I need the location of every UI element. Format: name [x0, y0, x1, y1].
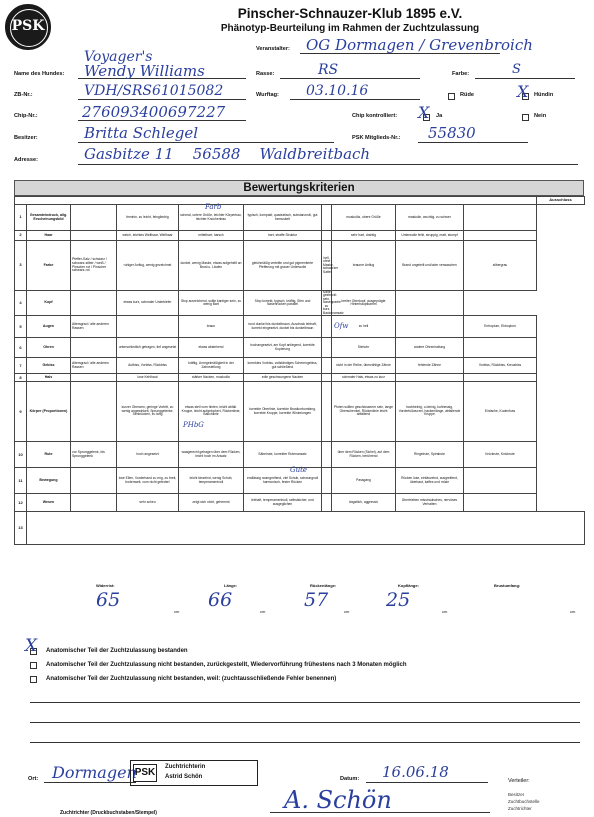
criteria-row	[15, 231, 585, 241]
veranstalter-field[interactable]: OG Dormagen / Grevenbroich	[306, 36, 533, 54]
row-number: 3	[15, 241, 27, 291]
criteria-row	[15, 338, 585, 358]
criterion-cell[interactable]	[396, 205, 464, 231]
criterion-cell[interactable]	[464, 468, 537, 494]
criterion-text: zu hell	[358, 323, 369, 328]
handwritten-note: PHbG	[183, 421, 204, 430]
criterion-cell[interactable]	[244, 494, 322, 512]
criterion-name: Bewegung	[27, 468, 71, 494]
criterion-cell[interactable]	[71, 316, 117, 338]
criterion-cell[interactable]	[396, 468, 464, 494]
criterion-cell[interactable]	[464, 382, 537, 442]
huendin-label: Hündin	[534, 92, 554, 98]
criterion-cell[interactable]	[179, 358, 244, 374]
criterion-text: kurzer Oberarm, geringe Vortritt, zu wenig angewinkelt, Sprunggelenke, Senkrücken, zu lang	[121, 405, 174, 417]
handwritten-note: Gute	[290, 466, 308, 475]
criterion-text: breiter Oberkopf, ausgeprägte Hinterhauptkamm	[341, 298, 386, 307]
criterion-cell[interactable]	[322, 374, 332, 382]
criterion-text: Altersgrad / alle anderen Rassen	[72, 322, 109, 330]
criteria-row	[15, 205, 585, 231]
adresse-field[interactable]: Gasbitze 11 56588 Waldbreitbach	[84, 145, 371, 163]
criteria-row	[15, 241, 585, 291]
criterion-cell[interactable]	[244, 468, 322, 494]
criterion-text: über dem Rücken (Sichel), auf dem Rücken, berührend	[337, 450, 390, 458]
chip-label: Chip-Nr.:	[14, 113, 38, 119]
adresse-label: Adresse:	[14, 157, 38, 163]
cm-unit-2: cm	[260, 609, 266, 614]
criterion-text: kräftig, Unregelmäßigkeit in der Zahnstellung	[188, 361, 234, 369]
ruede-label: Rüde	[460, 92, 474, 98]
besitzer-label: Besitzer:	[14, 135, 38, 141]
kopflaenge-label: Kopflänge:	[398, 583, 419, 588]
criterion-text: Stop ausreichend, sollte kantiger sein, zu wenig Bart	[180, 298, 242, 307]
reason-line-1[interactable]	[30, 702, 580, 703]
criterion-name: Haar	[27, 231, 71, 241]
criterion-text: weich, leichtes Welthaar, Wellhaar	[122, 232, 173, 237]
criterion-cell[interactable]	[396, 338, 464, 358]
criteria-row	[15, 316, 585, 338]
criterion-cell[interactable]	[396, 241, 464, 291]
criterion-cell[interactable]	[322, 241, 339, 291]
criterion-cell[interactable]	[332, 291, 396, 316]
chip-ja-check-mark: X	[418, 103, 430, 122]
criterion-cell[interactable]	[332, 316, 396, 338]
criterion-cell[interactable]	[71, 442, 117, 468]
criterion-cell[interactable]	[396, 358, 464, 374]
criterion-text: mittelhart, harsch	[198, 232, 224, 237]
criterion-text: stärker Nacken, muskulös	[192, 374, 230, 379]
criterion-cell[interactable]	[117, 468, 179, 494]
criterion-cell[interactable]	[464, 241, 537, 291]
criterion-text: Übertrieben misstrauisches, nervöses Verhalten	[401, 498, 458, 506]
criterion-cell[interactable]	[179, 205, 244, 231]
criterion-cell[interactable]	[179, 442, 244, 468]
ort-field[interactable]: Dormagen	[52, 763, 137, 782]
criterion-cell[interactable]	[396, 374, 464, 382]
criterion-cell[interactable]	[464, 374, 537, 382]
handwritten-note: Farb	[205, 203, 222, 211]
criterion-text: schmaler Hals, etwas zu kurz	[342, 374, 385, 379]
criterion-name: Hals	[27, 374, 71, 382]
criterion-text: hoch angesetzt	[136, 451, 159, 456]
laenge-label: Länge:	[224, 583, 238, 588]
criterion-cell[interactable]	[117, 316, 179, 338]
criteria-row	[15, 374, 585, 382]
chip-nein-checkbox[interactable]	[522, 114, 529, 121]
cm-unit-1: cm	[174, 609, 180, 614]
criterion-cell[interactable]	[117, 358, 179, 374]
criterion-cell[interactable]	[332, 358, 396, 374]
brustumfang-label: Brustumfang:	[494, 583, 521, 588]
hund-label: Name des Hundes:	[14, 71, 65, 77]
stamp-line1: Zuchtrichterin	[165, 764, 206, 770]
zb-field[interactable]: VDH/SRS61015082	[84, 83, 224, 99]
criterion-text: Stehohr	[357, 344, 370, 349]
criterion-name: Ohren	[27, 338, 71, 358]
criteria-row	[15, 442, 585, 468]
criterion-text: hart, straffe Struktur	[267, 232, 298, 237]
judge-signature: A. Schön	[284, 786, 392, 814]
criterion-cell[interactable]	[244, 442, 322, 468]
widerrist-label: Widerrist:	[96, 583, 115, 588]
zurueckgestellt-checkbox[interactable]	[30, 662, 37, 669]
criterion-cell[interactable]	[117, 382, 179, 442]
criterion-text: schmal, untere Größe, leichter Körperbau, leichter Knochenbau	[180, 213, 242, 221]
criterion-text: ängstlich, aggressiv	[349, 499, 378, 504]
ort-label: Ort:	[28, 776, 39, 782]
criterion-cell[interactable]	[396, 442, 464, 468]
criteria-table	[14, 196, 585, 545]
criterion-cell[interactable]	[322, 231, 332, 241]
criterion-cell[interactable]	[71, 338, 117, 358]
criterion-cell[interactable]	[322, 442, 332, 468]
criterion-text: gleichmäßig verteilte und gut pigmentierte Pfefferung mit grauer Unterwolle	[251, 261, 314, 269]
hund-field-line2[interactable]: Wendy Williams	[84, 62, 205, 80]
huendin-check-mark: X	[517, 82, 529, 101]
besitzer-field[interactable]: Britta Schlegel	[84, 124, 199, 142]
criterion-cell[interactable]	[244, 382, 322, 442]
criterion-cell[interactable]	[464, 442, 537, 468]
logo-text: PSK	[11, 18, 45, 34]
criterion-cell[interactable]	[332, 442, 396, 468]
criterion-text: sehr hart, drahtig	[351, 232, 376, 237]
stamp-line2: Astrid Schön	[165, 774, 203, 780]
criterion-text: andere Ohrenhaltung	[413, 344, 446, 349]
criterion-cell[interactable]	[179, 374, 244, 382]
criterion-cell[interactable]	[117, 494, 179, 512]
criterion-text: endlässig raumgreifend, viel Schub, schwungvoll harmonisch, fester Rücken	[246, 476, 319, 484]
criterion-text: Pfoten sollten geschlossener sein, lange Oberschenkel, Rückenlinie leicht abfallend	[333, 405, 393, 417]
criterion-text: fehlende Zähne	[418, 362, 441, 367]
criterion-cell[interactable]	[332, 382, 396, 442]
criterion-cell[interactable]	[244, 316, 322, 338]
section-title: Bewertungskriterien	[14, 180, 584, 196]
criterion-cell[interactable]	[179, 291, 244, 316]
criteria-row	[15, 468, 585, 494]
row-number: 4	[15, 291, 27, 316]
reason-line-3[interactable]	[30, 742, 580, 743]
criterion-name: Körper (Proportionen)	[27, 382, 71, 442]
page-subtitle: Phänotyp-Beurteilung im Rahmen der Zuchtzulassung	[220, 23, 480, 34]
criterion-cell[interactable]	[117, 205, 179, 231]
criterion-text: feminin, zu leicht, feingliedrig	[126, 214, 169, 219]
criterion-text: nicht in der Reihe, überzählige Zähne	[336, 362, 391, 367]
criterion-cell[interactable]	[332, 205, 396, 231]
measurement-row	[14, 582, 584, 615]
criterion-text: Vorbiss, Rückbiss, Kreuzbiss	[478, 362, 522, 367]
measurement-table-row	[15, 512, 585, 545]
criterion-cell[interactable]	[179, 231, 244, 241]
criterion-cell[interactable]	[322, 358, 332, 374]
criterion-text: Altersgrad / alle anderen Rassen	[72, 361, 109, 369]
criterion-cell[interactable]	[322, 316, 332, 338]
row-number: 7	[15, 358, 27, 374]
criterion-text: muskulös, obere Größe	[346, 214, 381, 219]
criterion-text: dunkel, wenig Maske, etwas aufgehellt an Brust u. Läufen	[180, 261, 242, 269]
zb-label: ZB-Nr.:	[14, 92, 33, 98]
cm-unit-5: cm	[570, 609, 576, 614]
criterion-cell[interactable]	[117, 374, 179, 382]
criterion-text: Brand ungeteilt und/oder verwaschen	[402, 262, 457, 267]
cm-unit-3: cm	[344, 609, 350, 614]
stamp-psk: PSK	[133, 764, 157, 782]
criterion-cell[interactable]	[244, 231, 322, 241]
criterion-cell[interactable]	[71, 382, 117, 442]
criterion-text: lose Kehlhaut	[137, 374, 158, 379]
criterion-text: Passgang	[356, 477, 371, 482]
criterion-text: brauner Anflug	[352, 262, 375, 267]
criterion-cell[interactable]	[179, 382, 244, 442]
criterion-text: sehr scheu	[139, 499, 156, 504]
criterion-cell[interactable]	[332, 231, 396, 241]
criterion-cell[interactable]	[179, 316, 244, 338]
row-number: 10	[15, 442, 27, 468]
criterion-text: zeigt sich nicht, gehemmt	[192, 499, 230, 504]
criterion-text: korrekte Oberlinie, korrekte Brustkorbumfang, korrekte Kruppe, korrekte Winkelungen	[249, 407, 316, 415]
veranstalter-label: Veranstalter:	[256, 46, 290, 52]
criterion-cell[interactable]	[71, 231, 117, 241]
criterion-text: maskulin, wuchtig, zu schwer	[408, 214, 451, 219]
judge-stamp	[130, 760, 258, 786]
row-number: 12	[15, 494, 27, 512]
criterion-cell[interactable]	[332, 241, 396, 291]
criterion-cell[interactable]	[71, 468, 117, 494]
criterion-cell[interactable]	[244, 374, 322, 382]
chip-field[interactable]: 276093400697227	[82, 103, 226, 121]
criterion-cell[interactable]	[396, 291, 464, 316]
criterion-text: unterschiedlich getragen, tief angesetzt	[118, 344, 177, 349]
criteria-row	[15, 382, 585, 442]
criterion-cell[interactable]	[117, 442, 179, 468]
criterion-text: etwas steil vorn hinten, leicht abfall. Kruppe, leicht aufgelockert, Rückenlinie, Bauchlinie	[181, 405, 241, 417]
criterion-text: korrektes Vorbiss, vollständiges Scherengebiss, gut schließend	[247, 361, 318, 369]
criterion-cell[interactable]	[71, 291, 117, 316]
criterion-cell[interactable]	[332, 338, 396, 358]
criterion-text: lebhaft, temperamentvoll, selbstsicher, und ausgeglichen	[251, 498, 314, 506]
criterion-text: vor Sprunggelenk, bis Sprunggelenk	[72, 450, 105, 458]
row-number: 2	[15, 231, 27, 241]
criterion-text: sollte gestreckt sein, Nasenpartie zu kurz, Backenansatz	[323, 290, 344, 315]
table-header-row	[15, 197, 585, 205]
criterion-cell[interactable]	[71, 241, 117, 291]
row-number: 1	[15, 205, 27, 231]
criterion-cell[interactable]	[396, 316, 464, 338]
criterion-name: Farbe	[27, 241, 71, 291]
psk-logo	[5, 4, 51, 50]
criterion-text: Rücken lose, eintänzelnd, ausgreifend, überbaut, kaffes und müde	[401, 476, 458, 484]
kopflaenge-value[interactable]: 25	[386, 589, 411, 611]
criterion-name: Gesamteindruck, allg. Erscheinungsbild	[27, 205, 71, 231]
psk-field[interactable]: 55830	[428, 124, 476, 142]
criterion-text: Entropium, Ektropium	[484, 323, 516, 328]
reason-line-2[interactable]	[30, 722, 580, 723]
chip-ctrl-label: Chip kontrolliert:	[352, 113, 398, 119]
row-number: 11	[15, 468, 27, 494]
criterion-cell[interactable]	[179, 468, 244, 494]
criterion-text: Einfache, Kudenfuss	[484, 408, 516, 413]
criterion-text: Ringelrute, Spiralrute	[414, 451, 445, 456]
criterion-text: edle geschwungene Nacken	[261, 374, 304, 379]
criterion-text: ruhiger Anflug, wenig gezeichnet	[123, 262, 172, 267]
chip-ja-label: Ja	[436, 113, 443, 119]
criteria-row	[15, 494, 585, 512]
criterion-cell[interactable]	[322, 382, 332, 442]
criterion-cell[interactable]	[464, 358, 537, 374]
criterion-cell[interactable]	[71, 374, 117, 382]
criterion-text: hell, ohne Maske, schwarzer Sattel	[323, 255, 339, 274]
criterion-cell[interactable]	[244, 338, 322, 358]
criterion-name: Augen	[27, 316, 71, 338]
criterion-cell[interactable]	[179, 338, 244, 358]
criterion-cell[interactable]	[322, 338, 332, 358]
datum-label: Datum:	[340, 776, 360, 782]
nicht-bestanden-label: Anatomischer Teil der Zuchtzulassung nicht bestanden, weil: (zuchtausschließende Fehler benennen)	[46, 676, 337, 682]
psk-label: PSK Mitglieds-Nr.:	[352, 135, 401, 141]
criterion-cell[interactable]	[464, 316, 537, 338]
rasse-label: Rasse:	[256, 71, 275, 77]
criterion-cell[interactable]	[117, 231, 179, 241]
criterion-cell[interactable]	[396, 231, 464, 241]
criterion-cell[interactable]	[464, 338, 537, 358]
ausschluss-header: Ausschluss	[537, 197, 585, 205]
criterion-cell[interactable]	[71, 494, 117, 512]
criterion-text: Unterwolle fehlt, struppig, matt, stumpf	[401, 232, 458, 237]
criterion-name: Gebiss	[27, 358, 71, 374]
widerrist-value[interactable]: 65	[96, 589, 121, 611]
criterion-cell[interactable]	[117, 241, 179, 291]
row-number: 8	[15, 374, 27, 382]
zurueckgestellt-label: Anatomischer Teil der Zuchtzulassung nicht bestanden, zurückgestellt, Wiedervorführung frühestens nach 3 Monaten möglich	[46, 662, 407, 668]
criterion-text: etwas abstehend	[198, 344, 224, 349]
criterion-cell[interactable]	[179, 241, 244, 291]
measurement-cell[interactable]	[27, 512, 585, 545]
verteiler-label: Verteiler:	[508, 778, 530, 784]
criteria-row	[15, 358, 585, 374]
criterion-text: etwas kurz, schmaler Unterkiefer	[123, 300, 172, 305]
criterion-text: Pfeffer-Salz / schwarz / schwarz-silber / weiß / Pinscher rot / Pinscher schwarz-rot	[72, 257, 107, 273]
cm-unit-4: cm	[442, 609, 448, 614]
criterion-cell[interactable]	[464, 494, 537, 512]
criterion-cell[interactable]	[179, 494, 244, 512]
criterion-cell[interactable]	[244, 291, 322, 316]
handwritten-note: Ofw	[334, 322, 349, 331]
wurftag-label: Wurftag:	[256, 92, 279, 98]
criterion-text: leicht tänzelnd, wenig Schub, temperamentvoll	[189, 476, 233, 484]
criterion-cell[interactable]	[117, 338, 179, 358]
rueckenlaenge-value[interactable]: 57	[304, 589, 329, 611]
row-number: 9	[15, 382, 27, 442]
datum-field[interactable]: 16.06.18	[382, 763, 449, 781]
criterion-name: Kopf	[27, 291, 71, 316]
criterion-text: braun	[206, 323, 216, 328]
criterion-text: Aufbiss, Vorbiss, Rückbiss	[128, 362, 167, 367]
criterion-cell[interactable]	[332, 468, 396, 494]
criterion-text: typisch, kompakt, quadratisch, substanzvoll, gut bemuskelt	[247, 213, 318, 221]
criterion-text: hochangesetzt, am Kopf anliegend, korrekte Kupierung	[250, 343, 315, 351]
criterion-text: hochbeinig, o-beinig, kuhhessig, Vorderfußwurzel, hackenlänge, abfallende Kruppe	[398, 405, 461, 417]
criterion-cell[interactable]	[322, 494, 332, 512]
criterion-cell[interactable]	[244, 205, 322, 231]
criterion-cell[interactable]	[71, 358, 117, 374]
criterion-cell[interactable]	[322, 205, 332, 231]
row-number: 13	[15, 512, 27, 545]
verteiler-2: Zuchtbuchstelle	[508, 799, 540, 804]
criterion-text: waagerecht getragen über dem Rücken, leicht hoch im Ansatz	[181, 450, 241, 458]
criterion-cell[interactable]	[396, 494, 464, 512]
criterion-text: Knickrute, Knickrute	[485, 451, 515, 456]
criterion-cell[interactable]	[464, 205, 537, 231]
rasse-field[interactable]: RS	[318, 62, 339, 78]
wurftag-field[interactable]: 03.10.16	[306, 83, 369, 99]
farbe-label: Farbe:	[452, 71, 470, 77]
criterion-cell[interactable]	[332, 494, 396, 512]
criterion-cell[interactable]	[71, 205, 117, 231]
criterion-text: silbergrau	[492, 262, 508, 267]
criterion-text: rund dunkel bis dunkelbraun, Ausdruck lebhaft, korrekt eingesetzt, dunkel bis dunkelbraun	[248, 322, 317, 330]
criterion-text: Säbelrute, korrekter Rutenansatz	[258, 451, 307, 456]
criterion-cell[interactable]	[244, 358, 322, 374]
page-title: Pinscher-Schnauzer-Klub 1895 e.V.	[237, 6, 463, 21]
criterion-cell[interactable]	[396, 382, 464, 442]
verteiler-1: Besitzer	[508, 792, 525, 797]
laenge-value[interactable]: 66	[208, 589, 233, 611]
criteria-row	[15, 291, 585, 316]
bestanden-check-mark: X	[25, 636, 38, 656]
ruede-checkbox[interactable]	[448, 93, 455, 100]
criterion-cell[interactable]	[332, 374, 396, 382]
criterion-cell[interactable]	[464, 231, 537, 241]
chip-nein-label: Nein	[534, 113, 547, 119]
criterion-name: Wesen	[27, 494, 71, 512]
criterion-name: Rute	[27, 442, 71, 468]
row-number: 5	[15, 316, 27, 338]
rueckenlaenge-label: Rückenlänge:	[310, 583, 337, 588]
criterion-cell[interactable]	[244, 241, 322, 291]
criterion-cell[interactable]	[322, 468, 332, 494]
zuchtrichter-label: Zuchtrichter (Druckbuchstaben/Stempel)	[60, 810, 157, 816]
row-number: 6	[15, 338, 27, 358]
criterion-cell[interactable]	[117, 291, 179, 316]
nicht-bestanden-checkbox[interactable]	[30, 676, 37, 683]
verteiler-3: Zuchtrichter	[508, 806, 532, 811]
farbe-field[interactable]: S	[512, 62, 521, 77]
criterion-text: Stop korrekt, typisch, kräftig, Stirn und Nasenrücken parallel	[254, 298, 311, 307]
bestanden-label: Anatomischer Teil der Zuchtzulassung bestanden	[46, 648, 188, 654]
criterion-text: lose Ellen, Vorderhand zu eng, zu breit, bodenweit, vorn nicht gefedert	[118, 476, 177, 484]
criterion-cell[interactable]	[322, 290, 344, 316]
hund-field-line1[interactable]: Voyager's	[84, 49, 153, 65]
